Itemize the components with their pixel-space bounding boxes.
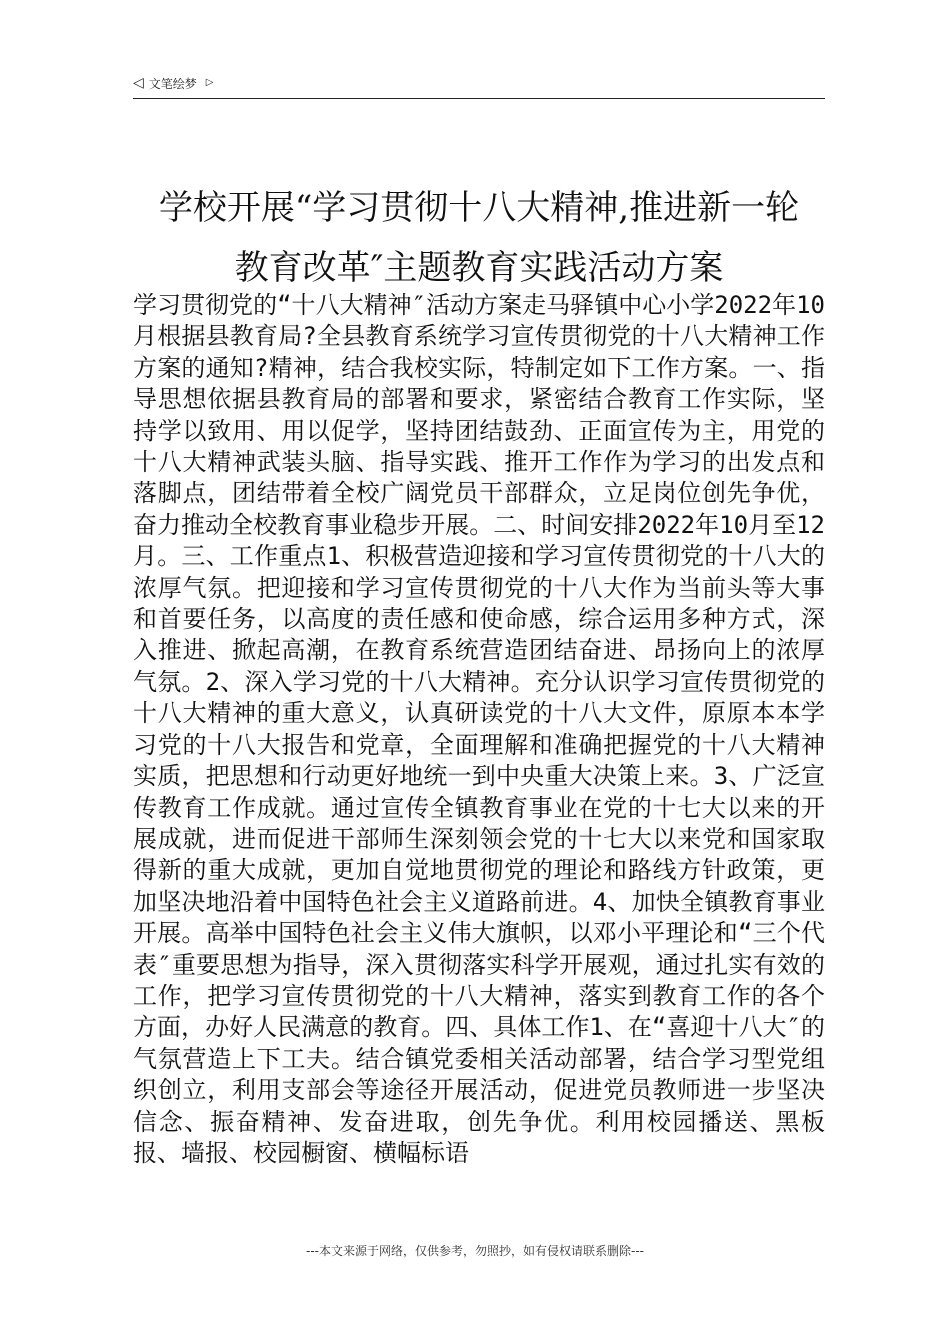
document-body: 学习贯彻党的“十八大精神″活动方案走马驿镇中心小学2022年10月根据县教育局?全县教育系统学习宣传贯彻党的十八大精神工作方案的通知?精神，结合我校实际，特制定如下工作方案。一、指导思想依据县教育局的部署和要求，紧密结合教育工作实际，坚持学以致用、用以促学，坚持团结鼓劲、正面宣传为主，用党的十八大精神武装头脑、指导实践、推开工作作为学习的出发点和落脚点，团结带着全校广阔党员干部群众，立足岗位创先争优，奋力推动全校教育事业稳步开展。二、时间安排2022年10月至12月。三、工作重点1、积极营造迎接和学习宣传贯彻党的十八大的浓厚气氛。把迎接和学习宣传贯彻党的十八大作为当前头等大事和首要任务，以高度的责任感和使命感，综合运用多种方式，深入推进、掀起高潮，在教育系统营造团结奋进、昂扬向上的浓厚气氛。2、深入学习党的十八大精神。充分认识学习宣传贯彻党的十八大精神的重大意义，认真研读党的十八大文件，原原本本学习党的十八大报告和党章，全面理解和准确把握党的十八大精神实质，把思想和行动更好地统一到中央重大决策上来。3、广泛宣传教育工作成就。通过宣传全镇教育事业在党的十七大以来的开展成就，进而促进干部师生深刻领会党的十七大以来党和国家取得新的重大成就，更加自觉地贯彻党的理论和路线方针政策，更加坚决地沿着中国特色社会主义道路前进。4、加快全镇教育事业开展。高举中国特色社会主义伟大旗帜，以邓小平理论和“三个代表″重要思想为指导，深入贯彻落实科学开展观，通过扎实有效的工作，把学习宣传贯彻党的十八大精神，落实到教育工作的各个方面，办好人民满意的教育。四、具体工作1、在“喜迎十八大″的气氛营造上下工夫。结合镇党委相关活动部署，结合学习型党组织创立，利用支部会等途径开展活动，促进党员教师进一步坚决信念、振奋精神、发奋进取，创先争优。利用校园播送、黑板报、墙报、校园橱窗、横幅标语 <box>133 291 825 1167</box>
right-triangle-icon: ▷ <box>205 77 214 88</box>
title-line-1: 学校开展“学习贯彻十八大精神,推进新一轮 <box>158 188 800 228</box>
footer-notice: ---本文来源于网络，仅供参考，勿照抄，如有侵权请联系删除--- <box>306 1244 644 1258</box>
header-brand: 文笔绘梦 <box>148 76 197 91</box>
title-line-2: 教育改革″主题教育实践活动方案 <box>234 248 724 288</box>
left-triangle-icon: ◁ <box>133 75 144 91</box>
header-brand-group <box>133 75 214 92</box>
page-header <box>133 74 825 99</box>
document-title <box>133 178 825 298</box>
